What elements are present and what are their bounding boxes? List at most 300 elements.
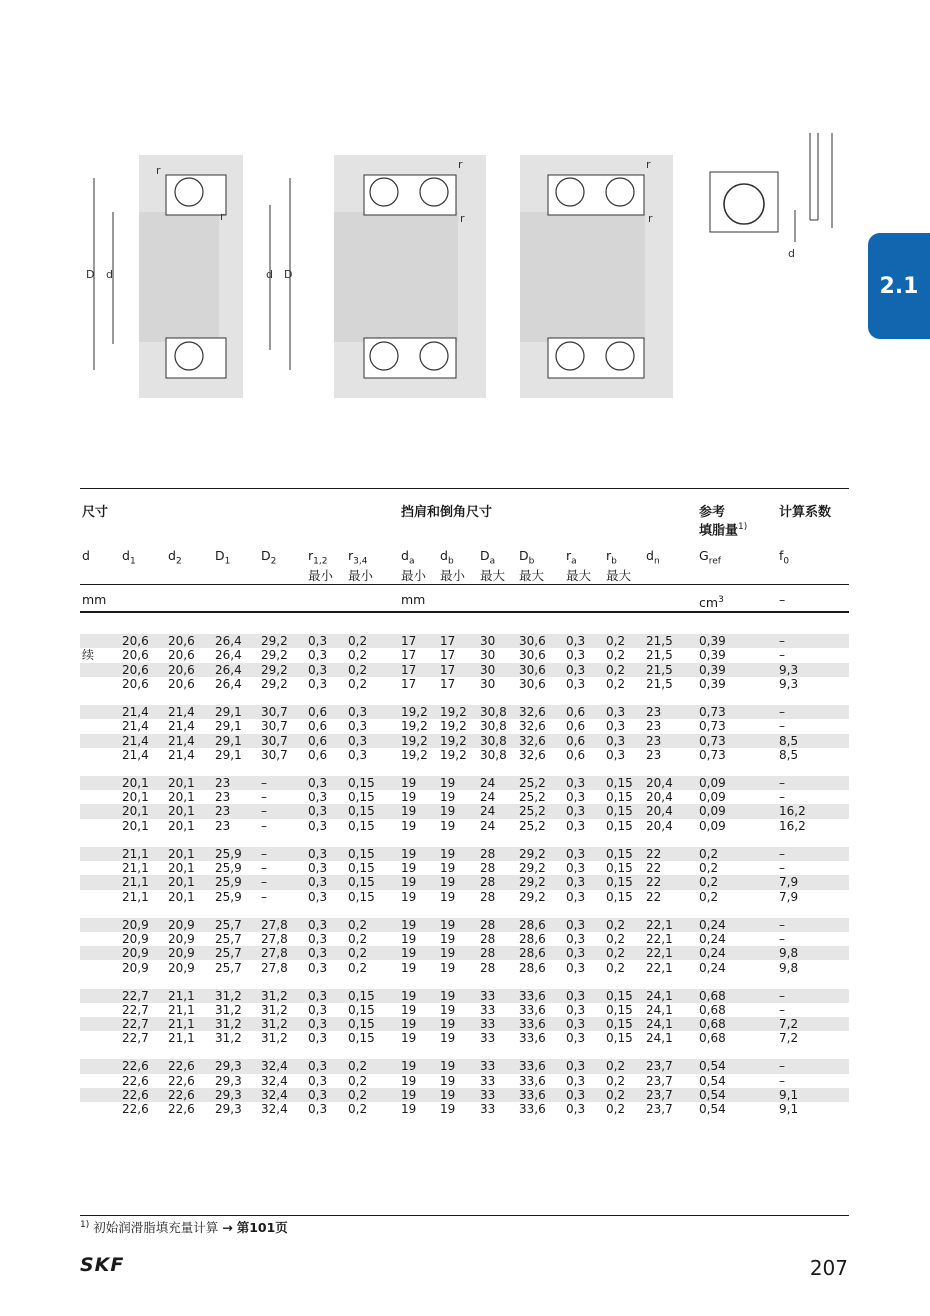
table-row <box>80 1031 849 1045</box>
diagram-back-to-back <box>334 155 486 398</box>
table-cell: 0,2 <box>348 931 368 946</box>
table-cell: 0,2 <box>606 676 626 691</box>
table-cell: 0,2 <box>699 889 719 904</box>
table-cell: 0,39 <box>699 648 726 663</box>
table-cell: – <box>779 931 785 946</box>
table-cell: 22,6 <box>168 1102 195 1117</box>
table-cell: 0,09 <box>699 818 726 833</box>
table-cell: 0,3 <box>308 917 328 932</box>
table-cell: 21,4 <box>168 733 195 748</box>
table-cell: 24,1 <box>646 988 673 1003</box>
table-cell: – <box>261 804 267 819</box>
table-cell: 0,15 <box>348 988 375 1003</box>
table-cell: 0,09 <box>699 790 726 805</box>
table-cell: 23,7 <box>646 1088 673 1102</box>
table-cell: 23,7 <box>646 1073 673 1088</box>
table-cell: 0,68 <box>699 988 726 1003</box>
table-cell: 26,4 <box>215 662 242 677</box>
table-cell: 0,73 <box>699 719 726 734</box>
table-cell: 20,6 <box>168 648 195 663</box>
table-cell: 21,1 <box>168 1017 195 1032</box>
table-cell: 17 <box>440 662 456 677</box>
table-cell: 19 <box>440 988 456 1003</box>
table-cell: 21,4 <box>122 704 149 719</box>
table-cell: 28 <box>480 889 496 904</box>
table-cell: 0,15 <box>348 1002 375 1017</box>
svg-text:r: r <box>458 158 463 171</box>
table-cell: – <box>779 634 785 648</box>
table-cell: 0,3 <box>308 861 328 875</box>
table-cell: 25,7 <box>215 946 242 961</box>
table-cell: 19 <box>401 960 417 975</box>
table-cell: 22,6 <box>122 1059 149 1074</box>
table-cell: 0,2 <box>348 662 368 677</box>
table-cell: 0,3 <box>606 747 626 762</box>
table-cell: – <box>779 846 785 861</box>
table-cell: 19 <box>440 775 456 790</box>
table-cell: 29,1 <box>215 704 242 719</box>
table-cell: 22 <box>646 846 662 861</box>
table-cell: 0,2 <box>606 960 626 975</box>
table-cell: 20,6 <box>168 662 195 677</box>
unit-factor: – <box>779 592 786 607</box>
table-cell: 26,4 <box>215 634 242 648</box>
footnote-rule <box>80 1215 849 1216</box>
table-row <box>80 734 849 748</box>
group-header-dimensions: 尺寸 <box>82 505 109 520</box>
table-cell: 32,4 <box>261 1059 288 1074</box>
table-cell: 19 <box>401 846 417 861</box>
table-cell: 22,6 <box>122 1102 149 1117</box>
table-cell: 0,2 <box>606 946 626 961</box>
table-cell: 19,2 <box>440 719 467 734</box>
table-cell: 23 <box>646 733 662 748</box>
table-cell: 0,68 <box>699 1031 726 1046</box>
diagram-dn <box>710 133 832 260</box>
table-cell: 0,2 <box>606 931 626 946</box>
table-cell: 25,2 <box>519 790 546 805</box>
table-cell: 19 <box>401 1073 417 1088</box>
table-cell: 0,09 <box>699 775 726 790</box>
table-cell: 19 <box>401 804 417 819</box>
table-cell: 19 <box>440 846 456 861</box>
table-cell: 0,15 <box>348 1017 375 1032</box>
table-cell: 25,9 <box>215 861 242 875</box>
column-header-7: $d_a$ 最小 <box>401 548 427 583</box>
table-cell: 23 <box>215 775 231 790</box>
table-cell: 0,2 <box>606 1102 626 1117</box>
table-cell: 0,3 <box>308 946 328 961</box>
table-cell: 0,3 <box>308 818 328 833</box>
table-cell: – <box>779 1002 785 1017</box>
table-cell: 0,3 <box>308 1059 328 1074</box>
table-cell: 22,7 <box>122 1002 149 1017</box>
table-row <box>80 790 849 804</box>
table-cell: 23 <box>646 704 662 719</box>
table-cell: 17 <box>440 676 456 691</box>
table-cell: 0,3 <box>566 917 586 932</box>
table-cell: 21,1 <box>168 1031 195 1046</box>
column-header-0: d <box>82 548 90 563</box>
table-cell: 30,8 <box>480 719 507 734</box>
table-cell: 0,68 <box>699 1002 726 1017</box>
svg-text:r: r <box>156 164 161 177</box>
table-cell: 20,9 <box>168 946 195 961</box>
table-cell: 20,4 <box>646 790 673 805</box>
table-cell: 20,1 <box>168 790 195 805</box>
table-cell: 17 <box>401 648 417 663</box>
table-cell: 31,2 <box>215 1031 242 1046</box>
table-cell: 0,3 <box>606 719 626 734</box>
section-tab: 2.1 <box>868 233 930 339</box>
table-cell: 0,2 <box>606 1073 626 1088</box>
table-cell: 24,1 <box>646 1017 673 1032</box>
table-cell: 0,54 <box>699 1088 726 1102</box>
table-cell: 19 <box>401 917 417 932</box>
table-cell: 30,7 <box>261 733 288 748</box>
table-cell: 22,6 <box>122 1088 149 1102</box>
table-cell: 9,8 <box>779 960 799 975</box>
table-cell: – <box>779 1073 785 1088</box>
table-cell: 0,15 <box>606 818 633 833</box>
label-da: d <box>266 268 273 281</box>
table-cell: – <box>261 818 267 833</box>
table-cell: 19 <box>401 775 417 790</box>
table-cell: 0,3 <box>566 861 586 875</box>
table-cell: 20,9 <box>168 960 195 975</box>
table-cell: 29,2 <box>519 861 546 875</box>
table-cell: 0,15 <box>606 889 633 904</box>
column-header-11: $r_a$ 最大 <box>566 548 592 583</box>
table-cell: 30 <box>480 648 496 663</box>
table-cell: 0,2 <box>348 1102 368 1117</box>
header-divider <box>80 584 849 585</box>
table-cell: 0,2 <box>606 1088 626 1102</box>
table-cell: 25,7 <box>215 960 242 975</box>
table-cell: 24 <box>480 790 496 805</box>
table-cell: 30,6 <box>519 676 546 691</box>
table-cell: 31,2 <box>215 988 242 1003</box>
table-cell: 0,2 <box>348 946 368 961</box>
table-cell: 33,6 <box>519 1102 546 1117</box>
column-header-10: $D_b$ 最大 <box>519 548 545 583</box>
table-cell: 0,6 <box>308 747 328 762</box>
table-cell: 24 <box>480 818 496 833</box>
table-cell: 32,4 <box>261 1102 288 1117</box>
table-cell: 30,6 <box>519 634 546 648</box>
table-cell: 28 <box>480 846 496 861</box>
table-cell: 0,54 <box>699 1059 726 1074</box>
table-cell: 0,3 <box>348 733 368 748</box>
table-cell: 0,3 <box>308 676 328 691</box>
table-cell: 20,1 <box>168 804 195 819</box>
table-row <box>80 946 849 960</box>
table-cell: 19 <box>401 1088 417 1102</box>
table-cell: 20,9 <box>168 931 195 946</box>
table-cell: 19 <box>401 790 417 805</box>
table-cell: 20,6 <box>122 676 149 691</box>
table-cell: 22 <box>646 861 662 875</box>
svg-text:r: r <box>646 158 651 171</box>
table-cell: 19,2 <box>440 704 467 719</box>
table-cell: 30 <box>480 634 496 648</box>
table-cell: 24,1 <box>646 1031 673 1046</box>
column-header-13: $d_n$ <box>646 548 660 567</box>
table-row <box>80 1017 849 1031</box>
table-cell: 0,15 <box>348 818 375 833</box>
table-cell: 0,3 <box>308 988 328 1003</box>
table-cell: 0,15 <box>348 790 375 805</box>
table-cell: 28 <box>480 960 496 975</box>
table-cell: 28 <box>480 946 496 961</box>
table-cell: 22,6 <box>168 1088 195 1102</box>
table-cell: 19 <box>401 988 417 1003</box>
table-cell: 0,15 <box>606 861 633 875</box>
table-cell: 33,6 <box>519 1031 546 1046</box>
table-cell: 0,3 <box>308 889 328 904</box>
column-header-12: $r_b$ 最大 <box>606 548 632 583</box>
column-header-8: $d_b$ 最小 <box>440 548 466 583</box>
table-cell: 0,3 <box>566 960 586 975</box>
table-cell: 20,1 <box>122 775 149 790</box>
table-cell: 0,24 <box>699 931 726 946</box>
table-cell: 19 <box>440 1017 456 1032</box>
table-cell: 22,6 <box>168 1059 195 1074</box>
table-cell: 0,15 <box>348 775 375 790</box>
table-cell: 21,4 <box>122 747 149 762</box>
table-cell: 21,5 <box>646 634 673 648</box>
table-cell: – <box>779 790 785 805</box>
group-header-abutment: 挡肩和倒角尺寸 <box>401 505 493 520</box>
table-cell: 0,3 <box>308 1002 328 1017</box>
table-cell: 19 <box>440 790 456 805</box>
table-cell: 30,7 <box>261 719 288 734</box>
table-cell: 19 <box>401 861 417 875</box>
table-cell: 9,1 <box>779 1088 799 1102</box>
table-cell: 0,15 <box>606 790 633 805</box>
table-cell: 19 <box>440 1088 456 1102</box>
table-cell: 23 <box>215 790 231 805</box>
table-cell: 20,1 <box>168 846 195 861</box>
table-row <box>80 677 849 691</box>
skf-logo <box>80 1255 144 1275</box>
table-cell: 0,3 <box>348 719 368 734</box>
table-cell: 32,4 <box>261 1088 288 1102</box>
table-cell: 19,2 <box>401 733 428 748</box>
table-cell: 21,1 <box>122 846 149 861</box>
table-cell: – <box>779 1059 785 1074</box>
table-cell: 0,3 <box>566 804 586 819</box>
table-cell: 0,15 <box>348 1031 375 1046</box>
table-cell: 28 <box>480 875 496 890</box>
table-cell: 30,7 <box>261 704 288 719</box>
table-cell: 33,6 <box>519 1073 546 1088</box>
table-cell: 19 <box>401 818 417 833</box>
table-cell: 29,2 <box>261 648 288 663</box>
table-cell: 29,3 <box>215 1088 242 1102</box>
table-cell: 28,6 <box>519 931 546 946</box>
table-cell: 20,1 <box>122 818 149 833</box>
table-cell: 20,9 <box>122 960 149 975</box>
table-cell: 0,3 <box>566 1017 586 1032</box>
table-row <box>80 804 849 818</box>
table-cell: 0,3 <box>566 676 586 691</box>
table-cell: 29,1 <box>215 747 242 762</box>
table-cell: 31,2 <box>261 1002 288 1017</box>
table-cell: 20,6 <box>168 676 195 691</box>
table-cell: 29,3 <box>215 1073 242 1088</box>
table-cell: 0,09 <box>699 804 726 819</box>
table-cell: 21,1 <box>122 875 149 890</box>
table-cell: 30,6 <box>519 662 546 677</box>
column-header-6: $r_{3,4}$ 最小 <box>348 548 374 583</box>
table-cell: 23,7 <box>646 1102 673 1117</box>
table-cell: 8,5 <box>779 747 799 762</box>
table-cell: – <box>779 861 785 875</box>
table-cell: 19 <box>401 1059 417 1074</box>
table-row <box>80 875 849 889</box>
table-cell: 25,2 <box>519 804 546 819</box>
table-row <box>80 663 849 677</box>
table-cell: 30,8 <box>480 747 507 762</box>
table-cell: 0,3 <box>566 1002 586 1017</box>
table-cell: 19 <box>401 946 417 961</box>
table-cell: 19 <box>440 889 456 904</box>
table-cell: 20,9 <box>122 931 149 946</box>
table-cell: 7,9 <box>779 889 799 904</box>
table-cell: 20,6 <box>122 648 149 663</box>
table-cell: 20,4 <box>646 818 673 833</box>
label-Db: D <box>284 268 293 281</box>
table-cell: – <box>779 704 785 719</box>
table-cell: 0,6 <box>566 733 586 748</box>
table-cell: 25,7 <box>215 931 242 946</box>
table-cell: 0,3 <box>566 818 586 833</box>
table-top-rule <box>80 488 849 489</box>
table-cell: 21,1 <box>122 889 149 904</box>
unit-abutment: mm <box>401 592 426 607</box>
table-cell: 0,15 <box>348 804 375 819</box>
table-cell: 0,54 <box>699 1102 726 1117</box>
table-cell: 0,15 <box>606 804 633 819</box>
table-cell: 33,6 <box>519 1017 546 1032</box>
table-cell: 20,6 <box>122 634 149 648</box>
table-cell: 0,3 <box>606 733 626 748</box>
table-cell: 22,7 <box>122 988 149 1003</box>
table-cell: 0,3 <box>606 704 626 719</box>
table-cell: 0,2 <box>606 634 626 648</box>
table-cell: 29,1 <box>215 719 242 734</box>
table-row <box>80 1059 849 1073</box>
table-cell: 17 <box>440 634 456 648</box>
table-cell: 33 <box>480 1102 496 1117</box>
table-cell: 19,2 <box>440 747 467 762</box>
svg-text:r: r <box>648 212 653 225</box>
table-cell: 23 <box>646 719 662 734</box>
table-cell: 32,6 <box>519 733 546 748</box>
table-cell: 32,6 <box>519 747 546 762</box>
table-cell: – <box>261 875 267 890</box>
table-cell: 24 <box>480 775 496 790</box>
diagram-single-bearing <box>86 155 292 398</box>
table-cell: 31,2 <box>215 1017 242 1032</box>
table-cell: 28,6 <box>519 946 546 961</box>
table-cell: 0,3 <box>566 1088 586 1102</box>
table-row <box>80 890 849 904</box>
table-cell: 0,3 <box>308 846 328 861</box>
table-cell: 0,3 <box>566 790 586 805</box>
table-cell: – <box>261 861 267 875</box>
table-cell: 19 <box>440 1059 456 1074</box>
table-cell: 0,3 <box>566 1073 586 1088</box>
table-cell: 19 <box>440 1102 456 1117</box>
bearing-abutment-diagrams <box>80 130 850 410</box>
table-cell: 0,6 <box>308 719 328 734</box>
table-cell: 21,4 <box>168 719 195 734</box>
table-cell: 21,1 <box>168 988 195 1003</box>
table-row <box>80 918 849 932</box>
table-cell: 0,73 <box>699 733 726 748</box>
table-cell: 0,3 <box>566 988 586 1003</box>
table-cell: 20,1 <box>168 775 195 790</box>
table-cell: 0,3 <box>348 704 368 719</box>
table-cell: 22,6 <box>122 1073 149 1088</box>
table-cell: 28 <box>480 861 496 875</box>
table-cell: 0,3 <box>566 662 586 677</box>
table-cell: 21,1 <box>122 861 149 875</box>
table-cell: 7,2 <box>779 1017 799 1032</box>
table-cell: 7,2 <box>779 1031 799 1046</box>
table-row <box>80 705 849 719</box>
table-cell: 20,1 <box>168 875 195 890</box>
table-cell: 0,6 <box>566 719 586 734</box>
table-cell: 21,4 <box>122 719 149 734</box>
table-cell: 9,8 <box>779 946 799 961</box>
table-cell: 33 <box>480 1059 496 1074</box>
table-row <box>80 932 849 946</box>
table-cell: 23 <box>215 818 231 833</box>
table-cell: 0,39 <box>699 662 726 677</box>
table-cell: 21,5 <box>646 662 673 677</box>
table-cell: 0,3 <box>308 1102 328 1117</box>
table-cell: 32,6 <box>519 704 546 719</box>
table-cell: 21,5 <box>646 676 673 691</box>
table-cell: 26,4 <box>215 676 242 691</box>
table-row <box>80 634 849 648</box>
table-cell: 0,15 <box>606 1031 633 1046</box>
table-cell: 0,3 <box>308 790 328 805</box>
table-cell: 0,2 <box>606 662 626 677</box>
table-cell: 0,3 <box>348 747 368 762</box>
table-cell: 31,2 <box>215 1002 242 1017</box>
table-cell: 0,3 <box>566 889 586 904</box>
table-cell: 19 <box>401 1031 417 1046</box>
table-cell: 19 <box>440 861 456 875</box>
table-cell: 20,9 <box>122 917 149 932</box>
column-header-2: $d_2$ <box>168 548 182 567</box>
table-cell: 0,2 <box>348 676 368 691</box>
table-cell: 22,6 <box>168 1073 195 1088</box>
table-cell: 22,7 <box>122 1031 149 1046</box>
table-cell: 19 <box>440 818 456 833</box>
table-cell: 0,2 <box>606 1059 626 1074</box>
table-cell: 22,1 <box>646 931 673 946</box>
table-cell: 25,9 <box>215 875 242 890</box>
table-cell: 0,3 <box>566 634 586 648</box>
table-cell: 22,7 <box>122 1017 149 1032</box>
table-cell: 29,2 <box>261 634 288 648</box>
table-cell: 20,6 <box>122 662 149 677</box>
